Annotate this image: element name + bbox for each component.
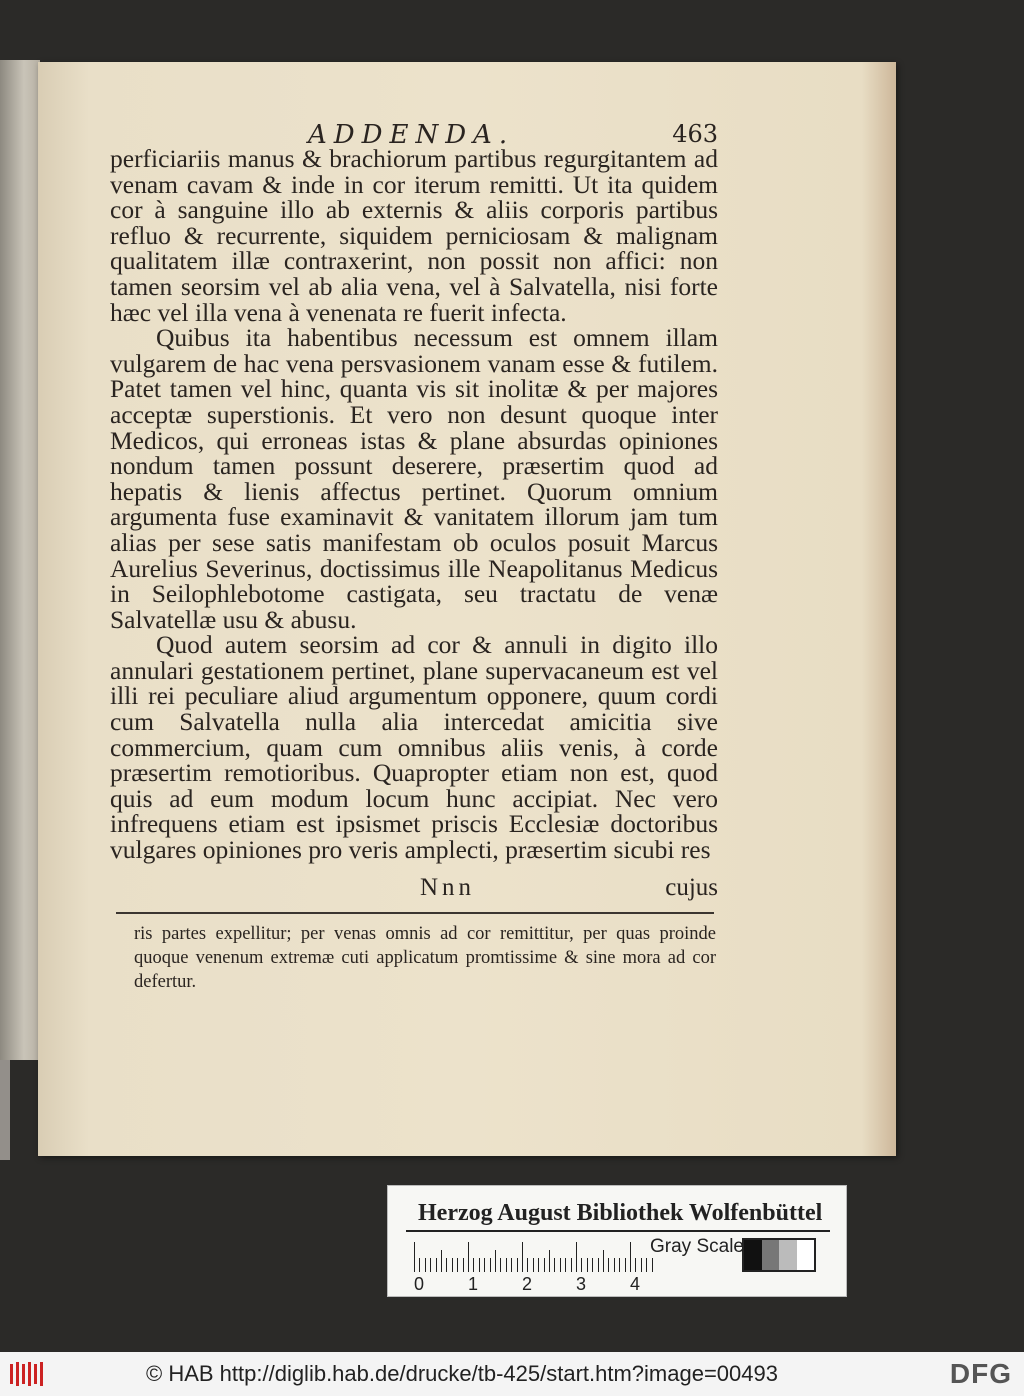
ruler-tick [608,1258,609,1272]
ruler-tick [560,1258,561,1272]
ruler-scale [414,1240,636,1272]
ruler-tick [506,1258,507,1272]
ruler-tick [554,1258,555,1272]
ruler-tick [652,1258,653,1272]
ruler-tick [452,1258,453,1272]
ruler-tick [441,1250,442,1272]
footnote [134,922,716,994]
ruler-tick [576,1242,577,1272]
ruler-tick [565,1258,566,1272]
ruler-tick [484,1258,485,1272]
footer-bar [0,1352,1024,1396]
running-title: ADDENDA. [308,120,515,150]
scale-number-4: 4 [630,1274,641,1294]
swatch-black [744,1240,762,1270]
ruler-tick [619,1258,620,1272]
hab-logo-icon [8,1360,48,1388]
ruler-tick [430,1258,431,1272]
ruler-tick [549,1250,550,1272]
facing-page-fragment [0,60,40,1060]
swatch-dark-gray [762,1240,780,1270]
ruler-tick [436,1258,437,1272]
ruler-tick [522,1242,523,1272]
ruler-tick [641,1258,642,1272]
ruler-tick [473,1258,474,1272]
paragraph-1: perficiariis manus & brachiorum partibus regurgitantem ad venam cavam & inde in cor iterum remitti. Ut ita quidem cor à sanguine illo ab externis & aliis corporis partibus refluo & recurrente, siquidem perniciosam & malignam qualitatem illæ contraxerint, non possit non affici: non tamen seorsim vel ab alia vena, vel à Salvatella, nisi forte hæc vel illa vena à venenata re fuerit infecta. [110,144,718,327]
ruler-tick [533,1258,534,1272]
ruler-tick [463,1258,464,1272]
ruler-tick [581,1258,582,1272]
scale-number-2: 2 [522,1274,533,1294]
paragraph-2: Quibus ita habentibus necessum est omnem illam vulgarem de hac vena persvasionem vanam esse & futilem. Patet tamen vel hinc, quanta vis sit inolitæ & per majores acceptæ superstionis. Et vero non desunt quoque inter Medicos, qui erroneas istas & plane absurdas opiniones nondum tamen possunt deserere, præsertim quod ad hepatis & lienis affectus pertinet. Quorum omnium argumenta fuse examinavit & vanitatem illorum jam tum alias per sese satis manifestam ob oculos posuit Marcus Aurelius Severinus, doctissimus ille Neapolitanus Medicus in Seilophlebotome castigata, seu tractatu de venæ Salvatellæ usu & abusu. [110,323,718,634]
ruler-tick [592,1258,593,1272]
swatch-light-gray [779,1240,797,1270]
gray-scale-swatch [742,1238,816,1272]
scale-number-0: 0 [414,1274,425,1294]
ruler-tick [630,1242,631,1272]
dfg-logo: DFG [949,1358,1012,1389]
catch-line [110,874,718,900]
ruler-tick [614,1258,615,1272]
library-color-card [387,1185,847,1297]
footnote-text: ris partes expellitur; per venas omnis ad cor remittitur, per quas proinde quoque venenum extremæ cuti applicatum promtissime & sine mora ad cor defertur. [134,924,716,992]
scale-number-3: 3 [576,1274,587,1294]
ruler-tick [646,1258,647,1272]
ruler-tick [603,1250,604,1272]
scale-number-1: 1 [468,1274,479,1294]
library-name: Herzog August Bibliothek Wolfenbüttel [418,1200,823,1226]
ruler-tick [490,1258,491,1272]
ruler-tick [635,1258,636,1272]
ruler-tick [538,1258,539,1272]
ruler-tick [500,1258,501,1272]
main-text [110,146,718,863]
ruler-tick [419,1258,420,1272]
paragraph-3: Quod autem seorsim ad cor & annuli in digito illo annulari gestationem pertinet, plane supervacaneum est vel illi rei peculiare aliud argumentum opponere, quum cordi cum Salvatella nulla alia intercedat amicitia sive commercium, quam cum omnibus aliis venis, à corde præsertim remotioribus. Quapropter etiam non est, quod quis ad eum modum locum hunc accipiat. Nec vero infrequens etiam est ipsismet priscis Ecclesiæ doctoribus vulgares opiniones pro veris amplecti, præsertim sicubi res [110,630,718,865]
catchword: cujus [665,874,718,901]
signature-mark: Nnn [420,874,476,901]
ruler-tick [425,1258,426,1272]
gray-scale-label: Gray Scale [650,1236,744,1257]
copyright-link[interactable]: © HAB http://diglib.hab.de/drucke/tb-425/start.htm?image=00493 [146,1361,778,1386]
ruler-tick [511,1258,512,1272]
ruler-tick [479,1258,480,1272]
ruler-tick [527,1258,528,1272]
swatch-white [797,1240,815,1270]
ruler-tick [517,1258,518,1272]
ruler-tick [544,1258,545,1272]
ruler-tick [457,1258,458,1272]
ruler-tick [495,1250,496,1272]
card-rule [406,1230,830,1232]
ruler-tick [625,1258,626,1272]
footnote-rule [116,912,714,914]
ruler-tick [587,1258,588,1272]
ruler-tick [468,1242,469,1272]
page-number: 463 [672,120,718,148]
ruler-tick [571,1258,572,1272]
ruler-tick [414,1242,415,1272]
ruler-tick [598,1258,599,1272]
ruler-tick [446,1258,447,1272]
